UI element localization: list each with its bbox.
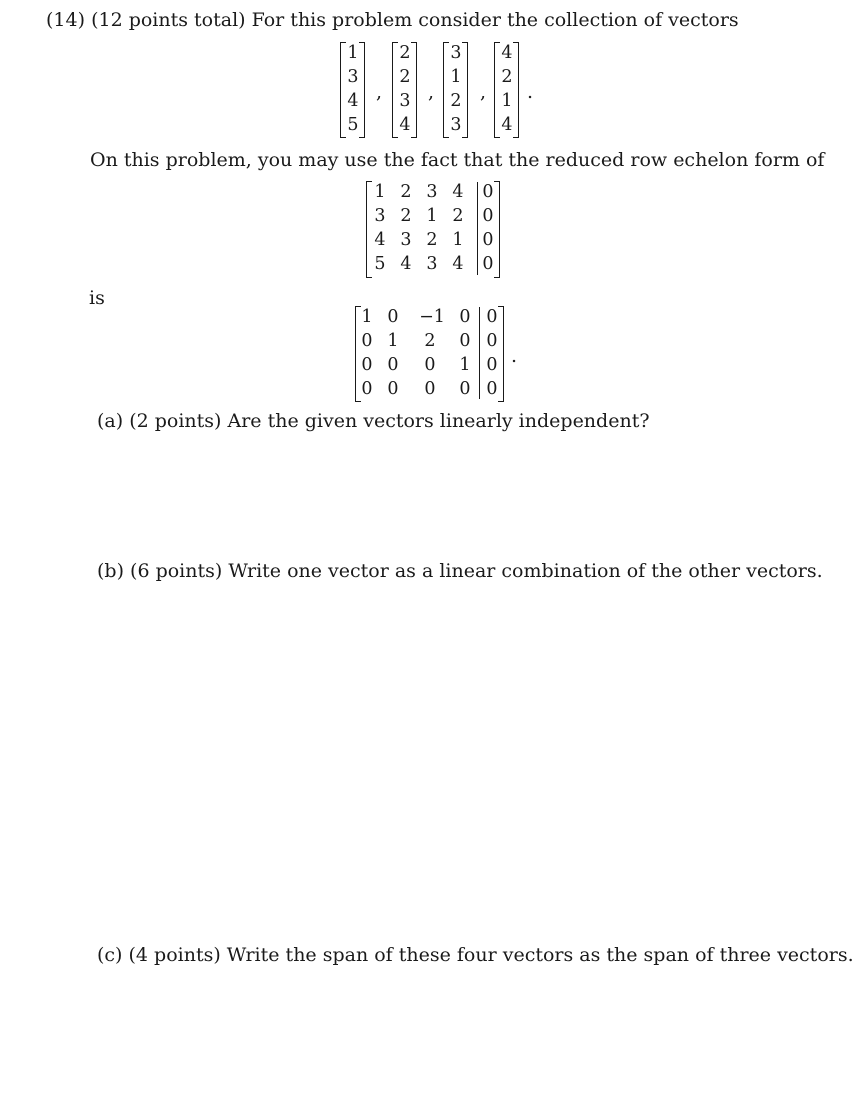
matrix-entry: 0 — [482, 182, 494, 202]
right-bracket — [494, 181, 500, 278]
vector-entry: 4 — [347, 91, 359, 111]
matrix-entry: 3 — [374, 206, 386, 226]
matrix-entry: 0 — [361, 331, 373, 351]
vector-entry: 1 — [450, 67, 462, 87]
matrix-entry: 1 — [452, 230, 464, 250]
vector-entry: 4 — [501, 115, 513, 135]
right-bracket — [498, 306, 504, 402]
matrix-entry: 0 — [486, 331, 498, 351]
matrix-entry: 4 — [400, 254, 412, 274]
column-vector — [443, 42, 469, 139]
right-bracket — [462, 42, 468, 138]
matrix-entry: 2 — [452, 206, 464, 226]
problem-header — [46, 8, 739, 32]
matrix-entry: 0 — [459, 331, 471, 351]
matrix-entry: 0 — [459, 307, 471, 327]
vector-entry: 3 — [450, 43, 462, 63]
matrix-entry: 0 — [482, 254, 494, 274]
matrix-entry: 3 — [426, 182, 438, 202]
rref-matrix — [355, 306, 518, 406]
matrix-entry: 1 — [374, 182, 386, 202]
vector-entry: 1 — [347, 43, 359, 63]
vector-entry: 3 — [399, 91, 411, 111]
matrix-entry: 0 — [361, 379, 373, 399]
vector-entry: 4 — [501, 43, 513, 63]
right-bracket — [411, 42, 417, 138]
matrix-entry: 0 — [486, 379, 498, 399]
problem-intro: (12 points total) For this problem consider the collection of vectors — [91, 9, 739, 31]
matrix-entry: 0 — [424, 355, 436, 375]
part-b: (b) (6 points) Write one vector as a linear combination of the other vectors. — [97, 560, 823, 582]
vector-entry: 2 — [501, 67, 513, 87]
matrix-entry: 4 — [452, 182, 464, 202]
vector-entry: 3 — [450, 115, 462, 135]
matrix-entry: 5 — [374, 254, 386, 274]
matrix-entry: 1 — [387, 331, 399, 351]
matrix-entry: 2 — [400, 206, 412, 226]
vector-entry: 3 — [347, 67, 359, 87]
augment-bar — [477, 182, 478, 275]
matrix-entry: 1 — [426, 206, 438, 226]
vector-entry: 5 — [347, 115, 359, 135]
problem-number: (14) — [46, 9, 86, 31]
column-vector — [494, 42, 520, 139]
matrix-entry: 4 — [452, 254, 464, 274]
vector-entry: 2 — [450, 91, 462, 111]
part-a: (a) (2 points) Are the given vectors linearly independent? — [97, 410, 650, 432]
matrix-entry: 0 — [486, 355, 498, 375]
matrix-entry: 0 — [459, 379, 471, 399]
period: . — [511, 345, 518, 367]
augment-bar — [479, 307, 480, 399]
part-c: (c) (4 points) Write the span of these four vectors as the span of three vectors. — [97, 944, 854, 966]
right-bracket — [513, 42, 519, 138]
is-word: is — [89, 287, 105, 309]
column-vector — [392, 42, 418, 139]
matrix-entry: 3 — [400, 230, 412, 250]
matrix-entry: 0 — [387, 355, 399, 375]
matrix-entry: 3 — [426, 254, 438, 274]
right-bracket — [359, 42, 365, 138]
matrix-entry: 2 — [424, 331, 436, 351]
vector-entry: 4 — [399, 115, 411, 135]
period: . — [527, 81, 534, 103]
matrix-entry: 2 — [400, 182, 412, 202]
matrix-entry: 4 — [374, 230, 386, 250]
matrix-entry: 1 — [459, 355, 471, 375]
matrix-entry: 0 — [482, 206, 494, 226]
matrix-entry: 0 — [387, 307, 399, 327]
rref-intro: On this problem, you may use the fact that the reduced row echelon form of — [90, 149, 825, 171]
augmented-matrix — [366, 181, 506, 281]
comma: , — [480, 81, 487, 103]
column-vector — [340, 42, 366, 139]
matrix-entry: −1 — [419, 307, 445, 327]
matrix-entry: 0 — [482, 230, 494, 250]
matrix-entry: 0 — [361, 355, 373, 375]
matrix-entry: 0 — [486, 307, 498, 327]
matrix-entry: 2 — [426, 230, 438, 250]
vector-entry: 2 — [399, 67, 411, 87]
vector-entry: 2 — [399, 43, 411, 63]
matrix-entry: 1 — [361, 307, 373, 327]
matrix-entry: 0 — [387, 379, 399, 399]
matrix-entry: 0 — [424, 379, 436, 399]
vector-entry: 1 — [501, 91, 513, 111]
comma: , — [376, 81, 383, 103]
comma: , — [428, 81, 435, 103]
